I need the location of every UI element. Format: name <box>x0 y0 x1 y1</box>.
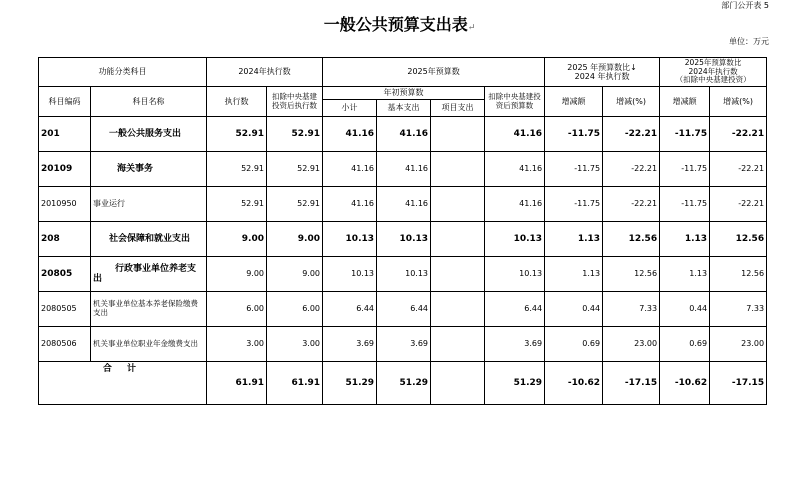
cell-code: 2080505 <box>39 292 91 327</box>
cell-pct1: -22.21 <box>603 117 660 152</box>
cell-basic: 6.44 <box>377 292 431 327</box>
header-compare-exec: 2025 年预算数比↓ 2024 年执行数 <box>545 58 660 87</box>
cell-inc1: 0.69 <box>545 327 603 362</box>
cell-exec-excl: 52.91 <box>267 187 323 222</box>
cell-pct2: -22.21 <box>710 152 767 187</box>
return-mark-icon: ↵ <box>467 23 476 33</box>
table-row <box>39 117 767 152</box>
cell-budget-excl: 6.44 <box>485 292 545 327</box>
cell-inc1: -11.75 <box>545 187 603 222</box>
cell-pct1: 12.56 <box>603 222 660 257</box>
header-subtotal: 小计 <box>323 100 377 117</box>
cell-budget-excl: 41.16 <box>485 117 545 152</box>
table-row <box>39 292 767 327</box>
cell-project <box>431 222 485 257</box>
cell-exec-excl: 9.00 <box>267 222 323 257</box>
cell-inc1: 1.13 <box>545 257 603 292</box>
cell-pct2: 7.33 <box>710 292 767 327</box>
cell-inc1: 1.13 <box>545 222 603 257</box>
header-project: 项目支出 <box>431 100 485 117</box>
cell-basic: 10.13 <box>377 257 431 292</box>
cell-pct2: -22.21 <box>710 187 767 222</box>
cell-budget-excl: 10.13 <box>485 222 545 257</box>
cell-name: 机关事业单位基本养老保险缴费支出 <box>91 292 207 327</box>
cell-exec-excl: 3.00 <box>267 327 323 362</box>
header-name: 科目名称 <box>91 87 207 117</box>
header-budget-excl: 扣除中央基建投资后预算数 <box>485 87 545 117</box>
cell-inc2: -11.75 <box>660 117 710 152</box>
cell-exec-excl: 6.00 <box>267 292 323 327</box>
cell-inc2: 0.44 <box>660 292 710 327</box>
cell-inc1: -11.75 <box>545 152 603 187</box>
cell-project <box>431 152 485 187</box>
cell-pct1: -22.21 <box>603 152 660 187</box>
cell-basic: 10.13 <box>377 222 431 257</box>
cell-subtotal: 3.69 <box>323 327 377 362</box>
cell-budget-excl: 41.16 <box>485 187 545 222</box>
cell-project <box>431 292 485 327</box>
header-initial-budget: 年初预算数 <box>323 87 485 100</box>
cell-exec: 9.00 <box>207 257 267 292</box>
cell-basic: 41.16 <box>377 117 431 152</box>
table-row <box>39 327 767 362</box>
cell-name: 机关事业单位职业年金缴费支出 <box>91 327 207 362</box>
cell-project <box>431 117 485 152</box>
header-budget-2025: 2025年预算数 <box>323 58 545 87</box>
header-exec-2024: 2024年执行数 <box>207 58 323 87</box>
cell-pct2: -22.21 <box>710 117 767 152</box>
cell-code: 201 <box>39 117 91 152</box>
cell-subtotal: 6.44 <box>323 292 377 327</box>
cell-basic: 3.69 <box>377 327 431 362</box>
cell-inc1: -11.75 <box>545 117 603 152</box>
cell-pct1: 7.33 <box>603 292 660 327</box>
cell-budget-excl: 3.69 <box>485 327 545 362</box>
total-project <box>431 362 485 405</box>
cell-subtotal: 10.13 <box>323 257 377 292</box>
table-row <box>39 152 767 187</box>
cell-exec: 52.91 <box>207 187 267 222</box>
cell-name: 行政事业单位养老支出 <box>91 257 207 292</box>
cell-budget-excl: 41.16 <box>485 152 545 187</box>
cell-project <box>431 187 485 222</box>
cell-code: 20805 <box>39 257 91 292</box>
total-budget-excl: 51.29 <box>485 362 545 405</box>
cell-exec: 9.00 <box>207 222 267 257</box>
cell-pct2: 12.56 <box>710 222 767 257</box>
total-basic: 51.29 <box>377 362 431 405</box>
cell-pct1: 23.00 <box>603 327 660 362</box>
header-inc1: 增减额 <box>545 87 603 117</box>
cell-basic: 41.16 <box>377 187 431 222</box>
header-exec: 执行数 <box>207 87 267 117</box>
total-subtotal: 51.29 <box>323 362 377 405</box>
table-row <box>39 187 767 222</box>
header-pct1: 增减(%) <box>603 87 660 117</box>
cell-inc2: 1.13 <box>660 257 710 292</box>
cell-exec-excl: 52.91 <box>267 152 323 187</box>
header-inc2: 增减额 <box>660 87 710 117</box>
cell-pct1: 12.56 <box>603 257 660 292</box>
cell-pct2: 12.56 <box>710 257 767 292</box>
cell-name: 海关事务 <box>91 152 207 187</box>
cell-project <box>431 327 485 362</box>
cell-subtotal: 41.16 <box>323 187 377 222</box>
cell-exec: 52.91 <box>207 152 267 187</box>
cell-pct1: -22.21 <box>603 187 660 222</box>
total-pct1: -17.15 <box>603 362 660 405</box>
page-tag: 部门公开表 5 <box>721 1 769 10</box>
cell-name: 事业运行 <box>91 187 207 222</box>
cell-code: 2080506 <box>39 327 91 362</box>
cell-name: 一般公共服务支出 <box>91 117 207 152</box>
header-func-class: 功能分类科目 <box>39 58 207 87</box>
cell-pct2: 23.00 <box>710 327 767 362</box>
cell-exec-excl: 52.91 <box>267 117 323 152</box>
table-row <box>39 222 767 257</box>
cell-code: 208 <box>39 222 91 257</box>
cell-inc2: -11.75 <box>660 187 710 222</box>
cell-subtotal: 10.13 <box>323 222 377 257</box>
total-exec-excl: 61.91 <box>267 362 323 405</box>
cell-inc2: -11.75 <box>660 152 710 187</box>
budget-table <box>38 57 767 405</box>
cell-exec-excl: 9.00 <box>267 257 323 292</box>
cell-subtotal: 41.16 <box>323 152 377 187</box>
cell-code: 2010950 <box>39 187 91 222</box>
total-inc1: -10.62 <box>545 362 603 405</box>
total-exec: 61.91 <box>207 362 267 405</box>
table-row <box>39 257 767 292</box>
title-text: 一般公共预算支出表 <box>323 15 468 34</box>
header-compare-excl: 2025年预算数比 2024年执行数 （扣除中央基建投资） <box>660 58 767 87</box>
cell-budget-excl: 10.13 <box>485 257 545 292</box>
cell-inc1: 0.44 <box>545 292 603 327</box>
cell-exec: 52.91 <box>207 117 267 152</box>
header-exec-excl: 扣除中央基建投资后执行数 <box>267 87 323 117</box>
total-pct2: -17.15 <box>710 362 767 405</box>
cell-exec: 3.00 <box>207 327 267 362</box>
cell-project <box>431 257 485 292</box>
cell-code: 20109 <box>39 152 91 187</box>
cell-inc2: 1.13 <box>660 222 710 257</box>
cell-exec: 6.00 <box>207 292 267 327</box>
cell-name: 社会保障和就业支出 <box>91 222 207 257</box>
total-inc2: -10.62 <box>660 362 710 405</box>
header-code: 科目编码 <box>39 87 91 117</box>
total-label: 合 计 <box>39 362 207 405</box>
cell-subtotal: 41.16 <box>323 117 377 152</box>
unit-label: 单位：万元 <box>729 37 769 46</box>
total-row <box>39 362 767 405</box>
header-pct2: 增减(%) <box>710 87 767 117</box>
cell-inc2: 0.69 <box>660 327 710 362</box>
header-basic: 基本支出 <box>377 100 431 117</box>
page-title <box>0 12 799 35</box>
cell-basic: 41.16 <box>377 152 431 187</box>
